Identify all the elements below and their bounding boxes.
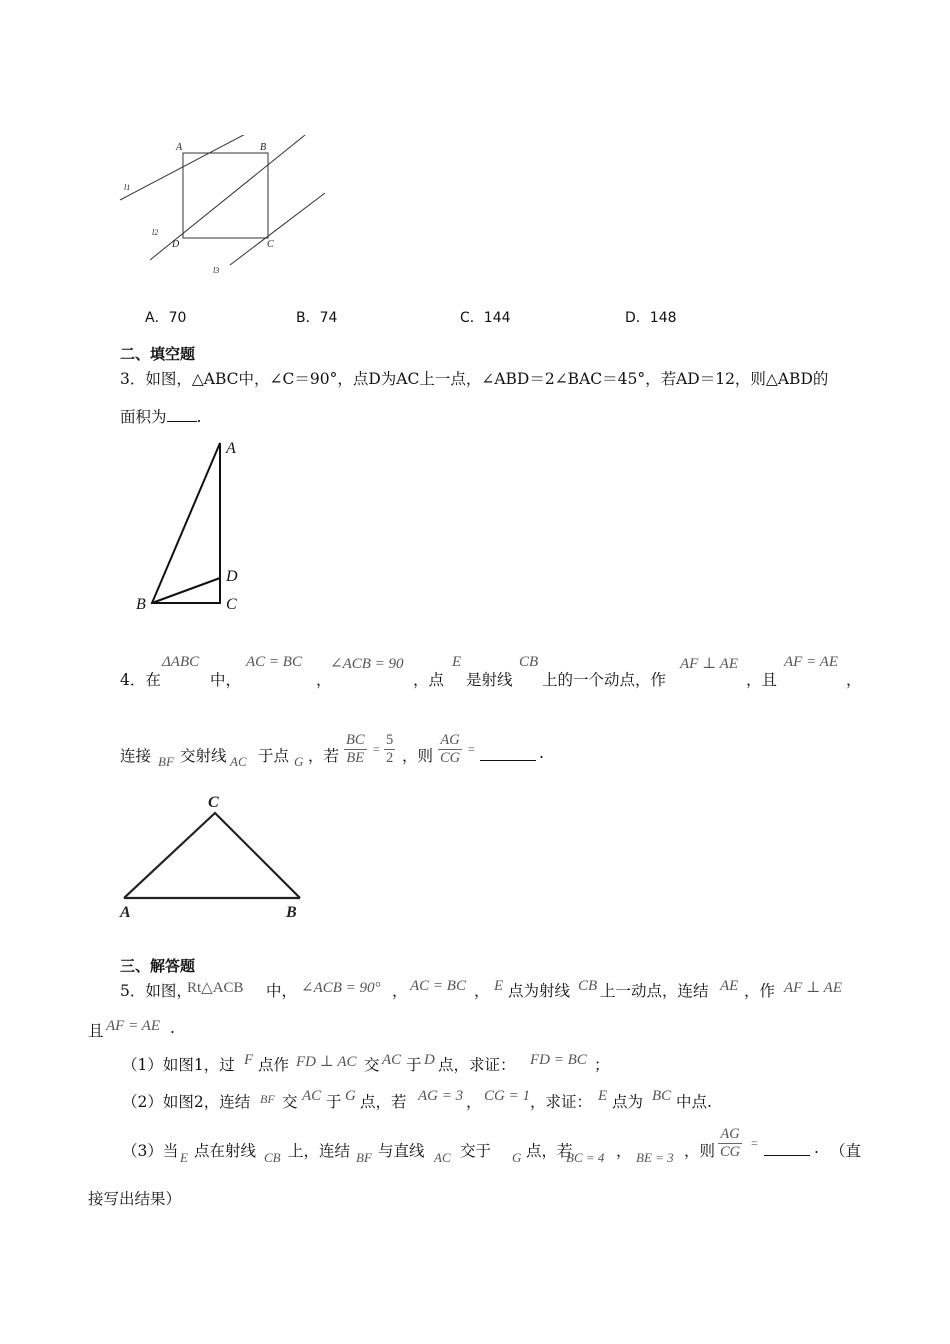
q4-math-bf: BF: [158, 754, 174, 769]
q5-p2-comma: ，: [466, 1093, 482, 1111]
square-abcd: [183, 153, 268, 238]
q5-math-e: E: [494, 978, 504, 994]
vertex-d-label: D: [172, 239, 180, 250]
q5-p2-text-weizhong: 点为: [612, 1093, 644, 1111]
q4-text-lianjie: 连接: [120, 747, 152, 765]
line-l3: [230, 193, 325, 265]
q5-p3-math-be: BE = 3: [636, 1150, 674, 1165]
q5-math-af-eq-ae: AF = AE: [106, 1018, 161, 1034]
q4-math-e: E: [452, 654, 462, 670]
option-d[interactable]: D．148: [625, 310, 677, 326]
q4-text-ruo: ，若: [308, 747, 340, 765]
q3-vertex-a: A: [226, 440, 236, 457]
q4-number-zai: 4．在: [120, 671, 161, 689]
q5-p3-label: （3）当: [122, 1142, 179, 1160]
q5-p1-math-f: F: [244, 1052, 254, 1068]
q5-p2-math-cg: CG = 1: [484, 1088, 530, 1104]
q5-p3-math-e: E: [180, 1150, 188, 1165]
q5-p2-math-bf: BF: [260, 1092, 275, 1106]
q5-p2-text-yu: 于: [326, 1093, 342, 1111]
q5-p2-math-g: G: [345, 1088, 356, 1104]
q4-text-ray: 是射线: [466, 671, 513, 689]
q5-p3-text-zai: 点在射线: [194, 1142, 257, 1160]
q5-text-qie: 且: [88, 1022, 104, 1040]
q3-vertex-c: C: [226, 596, 237, 613]
q4-text-ze: ，则: [402, 747, 434, 765]
q5-p3-math-cb: CB: [264, 1150, 281, 1165]
q3-line2: 面积为 .: [120, 408, 202, 426]
q5-p3-math-ac: AC: [434, 1150, 451, 1165]
q4-triangle-figure: [110, 790, 320, 920]
q5-p2-label: （2）如图2，连结: [122, 1093, 251, 1111]
q5-p3-math-g: G: [512, 1150, 522, 1165]
q5-math-perp: AF ⊥ AE: [784, 980, 842, 996]
option-b[interactable]: B．74: [296, 310, 338, 326]
q5-p1-text-jiao: 交: [364, 1056, 380, 1074]
q5-p1-text-yu: 于: [406, 1056, 422, 1074]
q4-math-triangle: ΔABC: [162, 654, 200, 670]
line-l3-label: l3: [213, 266, 220, 275]
q5-math-cb: CB: [578, 978, 598, 994]
q5-p3-note-start: （直: [830, 1142, 862, 1160]
q3-vertex-b: B: [136, 596, 146, 613]
q4-frac-5-2: $\frac{5}{2}$: [386, 732, 394, 766]
vertex-c-label: C: [267, 239, 274, 250]
q5-p3-comma: ，: [616, 1142, 632, 1160]
q5-text-moving: 上一动点，连结: [600, 982, 709, 1000]
q5-p1-text-dianzuo: 点作: [258, 1056, 290, 1074]
q5-math-ac-eq-bc: AC = BC: [410, 978, 466, 994]
q5-p1-end: ；: [594, 1056, 610, 1074]
q5-p1-math-ac: AC: [382, 1052, 402, 1068]
q5-p3-text-yu: 与直线: [378, 1142, 425, 1160]
q5-comma-1: ，: [392, 982, 408, 1000]
q5-p1-math-fd-eq-bc: FD = BC: [530, 1052, 587, 1068]
q4-text-moving: 上的一个动点，作: [542, 671, 667, 689]
q3-line1: 3．如图，△ABC中，∠C＝90°，点D为AC上一点，∠ABD＝2∠BAC＝45°，若AD＝12，则△ABD的: [120, 370, 829, 388]
section-3-heading: 三、解答题: [120, 957, 196, 975]
q5-p2-math-ac: AC: [302, 1088, 322, 1104]
q5-comma-2: ，: [474, 982, 490, 1000]
q4-frac-ag-cg: $\frac{AG}{CG}$: [440, 732, 461, 766]
q5-p2-math-ag: AG = 3: [418, 1088, 464, 1104]
q4-comma: ，: [316, 671, 332, 689]
q4-text-dian: ，点: [413, 671, 445, 689]
vertex-b-label: B: [260, 142, 267, 153]
q5-p1-label: （1）如图1，过: [122, 1056, 235, 1074]
q5-number: 5．如图，: [120, 982, 192, 1000]
q5-p2-text-dianruo: 点，若: [360, 1093, 407, 1111]
vertex-a-label: A: [176, 142, 183, 153]
q5-p3-eq: =: [751, 1136, 758, 1150]
q4-text-qie: ，且: [746, 671, 778, 689]
q5-dot: .: [170, 1019, 175, 1037]
q4-math-angle: ∠ACB = 90: [330, 656, 404, 672]
q3-vertex-d: D: [226, 568, 238, 585]
q4-math-cb: CB: [519, 654, 539, 670]
q4-math-perp: AF ⊥ AE: [680, 656, 738, 672]
q3-triangle-figure: [130, 435, 260, 620]
q4-eq-1: =: [373, 742, 380, 756]
q5-text-zhong: 中，: [266, 982, 298, 1000]
q4-end-dot: .: [539, 744, 544, 762]
line-l2-label: l2: [152, 228, 159, 237]
q5-p2-text-qiuzheng: ，求证：: [530, 1093, 593, 1111]
q4-vertex-a: A: [120, 904, 131, 920]
q5-math-angle: ∠ACB = 90°: [301, 980, 381, 996]
q4-math-g: G: [294, 754, 304, 769]
q3-answer-blank[interactable]: [167, 407, 197, 422]
q5-p3-text-jiaoyu: 交于: [460, 1142, 492, 1160]
q5-p1-text-qiuzheng: 点，求证：: [438, 1056, 516, 1074]
q5-text-ray: 点为射线: [508, 982, 571, 1000]
q5-p1-math-fd-perp: FD ⊥ AC: [296, 1054, 357, 1070]
line-l1-label: l1: [124, 183, 131, 192]
q5-p2-text-jiao: 交: [282, 1093, 298, 1111]
q4-math-ac-eq-bc: AC = BC: [246, 654, 302, 670]
q5-p3-answer-blank[interactable]: [764, 1141, 810, 1160]
q5-p2-math-e: E: [598, 1088, 608, 1104]
option-a[interactable]: A．70: [145, 310, 187, 326]
q5-text-zuo: ，作: [744, 982, 776, 1000]
q2-parallel-lines-figure: [110, 135, 340, 285]
q4-answer-blank[interactable]: [480, 746, 536, 765]
q4-eq-2: =: [468, 742, 475, 756]
q4-comma-2: ，: [846, 671, 862, 689]
q5-p3-math-bf: BF: [356, 1150, 372, 1165]
q5-p3-frac-ag-cg: $\frac{AG}{CG}$: [720, 1126, 741, 1160]
q4-vertex-c: C: [208, 794, 219, 811]
q5-p1-math-d: D: [424, 1052, 435, 1068]
q5-p3-note-end: 接写出结果）: [88, 1190, 182, 1208]
q5-p3-text-dianruo: 点，若: [526, 1142, 573, 1160]
q5-math-rt: Rt△ACB: [187, 980, 244, 996]
q5-math-ae: AE: [720, 978, 739, 994]
q5-p2-end: 中点.: [676, 1093, 712, 1111]
section-2-heading: 二、填空题: [120, 345, 196, 363]
q5-p3-math-bc: BC = 4: [566, 1150, 605, 1165]
q4-text-zhong: 中，: [210, 671, 242, 689]
q4-text-jiao: 交射线: [180, 747, 227, 765]
q4-math-ac: AC: [230, 754, 247, 769]
q4-vertex-b: B: [286, 904, 297, 920]
q4-math-af-eq-ae: AF = AE: [784, 654, 839, 670]
option-c[interactable]: C．144: [460, 310, 511, 326]
q5-p3-end-dot: .: [814, 1139, 819, 1157]
q5-p3-text-ze: ，则: [684, 1142, 716, 1160]
q4-text-yudian: 于点: [258, 747, 290, 765]
q5-p3-text-lianjie: 上，连结: [288, 1142, 351, 1160]
q5-p2-math-bc: BC: [652, 1088, 672, 1104]
q4-frac-bc-be: $\frac{BC}{BE}$: [346, 732, 365, 766]
line-l1: [120, 135, 310, 200]
